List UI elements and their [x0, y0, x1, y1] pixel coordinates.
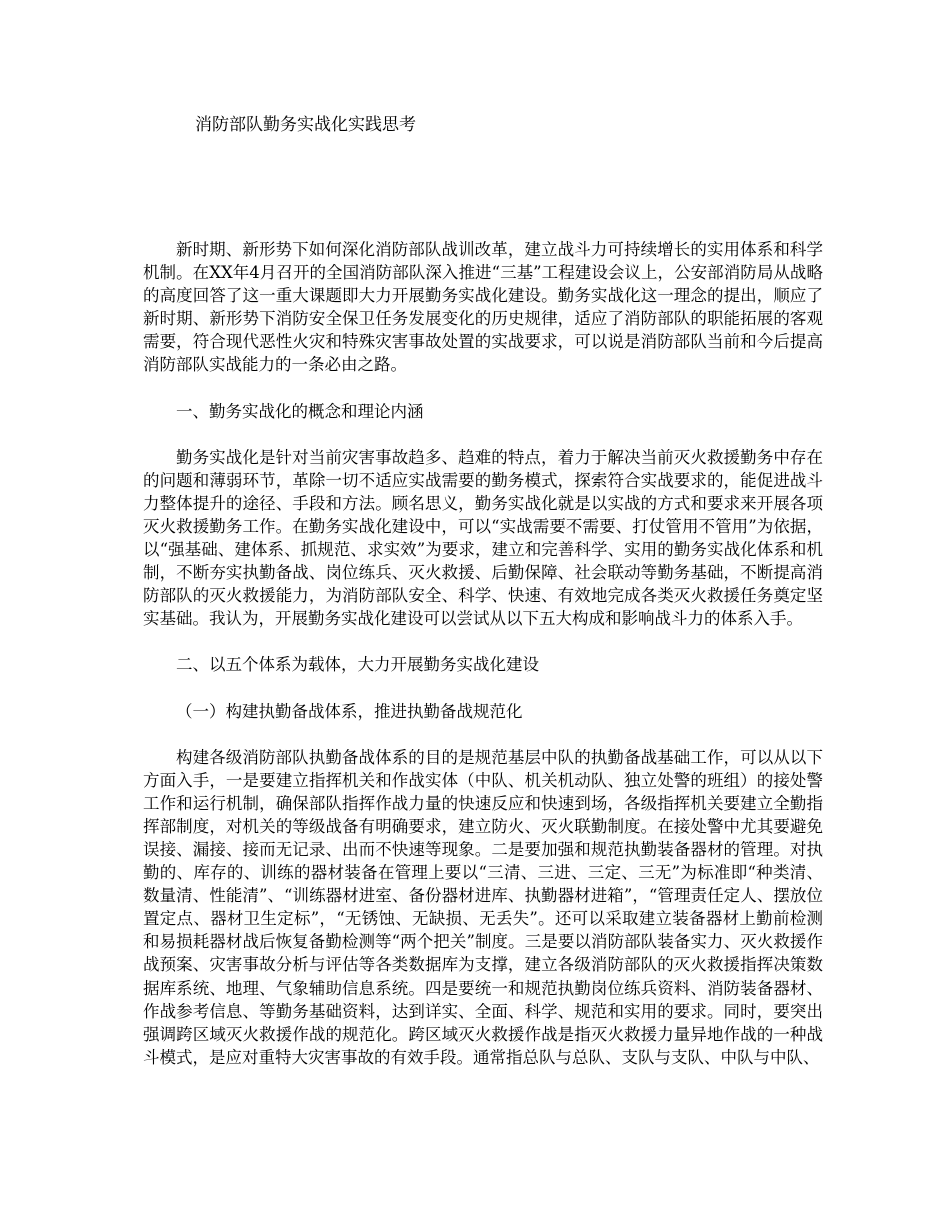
- document-body: [143, 238, 823, 1092]
- section-heading-1: 一、勤务实战化的概念和理论内涵: [176, 401, 424, 421]
- paragraph-concept: 勤务实战化是针对当前灾害事故趋多、趋难的特点，着力于解决当前灭火救援勤务中存在的问题和薄弱环节，革除一切不适应实战需要的勤务模式，探索符合实战要求的，能促进战斗力整体提升的途径、手段和方法。顾名思义，勤务实战化就是以实战的方式和要求来开展各项灭火救援勤务工作。在勤务实战化建设中，可以“实战需要不需要、打仗管用不管用”为依据，以“强基础、建体系、抓规范、求实效”为要求，建立和完善科学、实用的勤务实战化体系和机制，不断夯实执勤备战、岗位练兵、灭火救援、后勤保障、社会联动等勤务基础，不断提高消防部队的灭火救援能力，为消防部队安全、科学、快速、有效地完成各类灭火救援任务奠定坚实基础。我认为，开展勤务实战化建设可以尝试从以下五大构成和影响战斗力的体系入手。: [143, 447, 823, 629]
- paragraph-intro: 新时期、新形势下如何深化消防部队战训改革，建立战斗力可持续增长的实用体系和科学机制。在XX年4月召开的全国消防部队深入推进“三基”工程建设会议上，公安部消防局从战略的高度回答了这一重大课题即大力开展勤务实战化建设。勤务实战化这一理念的提出，顺应了新时期、新形势下消防安全保卫任务发展变化的历史规律，适应了消防部队的职能拓展的客观需要，符合现代恶性火灾和特殊灾害事故处置的实战要求，可以说是消防部队当前和今后提高消防部队实战能力的一条必由之路。: [143, 240, 823, 375]
- paragraph-duty-system: 构建各级消防部队执勤备战体系的目的是规范基层中队的执勤备战基础工作，可以从以下方面入手，一是要建立指挥机关和作战实体（中队、机关机动队、独立处警的班组）的接处警工作和运行机制，确保部队指挥作战力量的快速反应和快速到场，各级指挥机关要建立全勤指挥部制度，对机关的等级战备有明确要求，建立防火、灭火联勤制度。在接处警中尤其要避免误接、漏接、接而无记录、出而不快速等现象。二是要加强和规范执勤装备器材的管理。对执勤的、库存的、训练的器材装备在管理上要以“三清、三进、三定、三无”为标准即“种类清、数量清、性能清”、“训练器材进室、备份器材进库、执勤器材进箱”，“管理责任定人、摆放位置定点、器材卫生定标”，“无锈蚀、无缺损、无丢失”。还可以采取建立装备器材上勤前检测和易损耗器材战后恢复备勤检测等“两个把关”制度。三是要以消防部队装备实力、灭火救援作战预案、灾害事故分析与评估等各类数据库为支撑，建立各级消防部队的灭火救援指挥决策数据库系统、地理、气象辅助信息系统。四是要统一和规范执勤岗位练兵资料、消防装备器材、作战参考信息、等勤务基础资料，达到详实、全面、科学、规范和实用的要求。同时，要突出强调跨区域灭火救援作战的规范化。跨区域灭火救援作战是指灭火救援力量异地作战的一种战斗模式，是应对重特大灾害事故的有效手段。通常指总队与总队、支队与支队、中队与中队、: [143, 747, 823, 1067]
- subsection-heading-1: （一）构建执勤备战体系，推进执勤备战规范化: [176, 701, 523, 721]
- document-title: 消防部队勤务实战化实践思考: [195, 115, 416, 135]
- section-heading-2: 二、以五个体系为载体，大力开展勤务实战化建设: [176, 655, 539, 675]
